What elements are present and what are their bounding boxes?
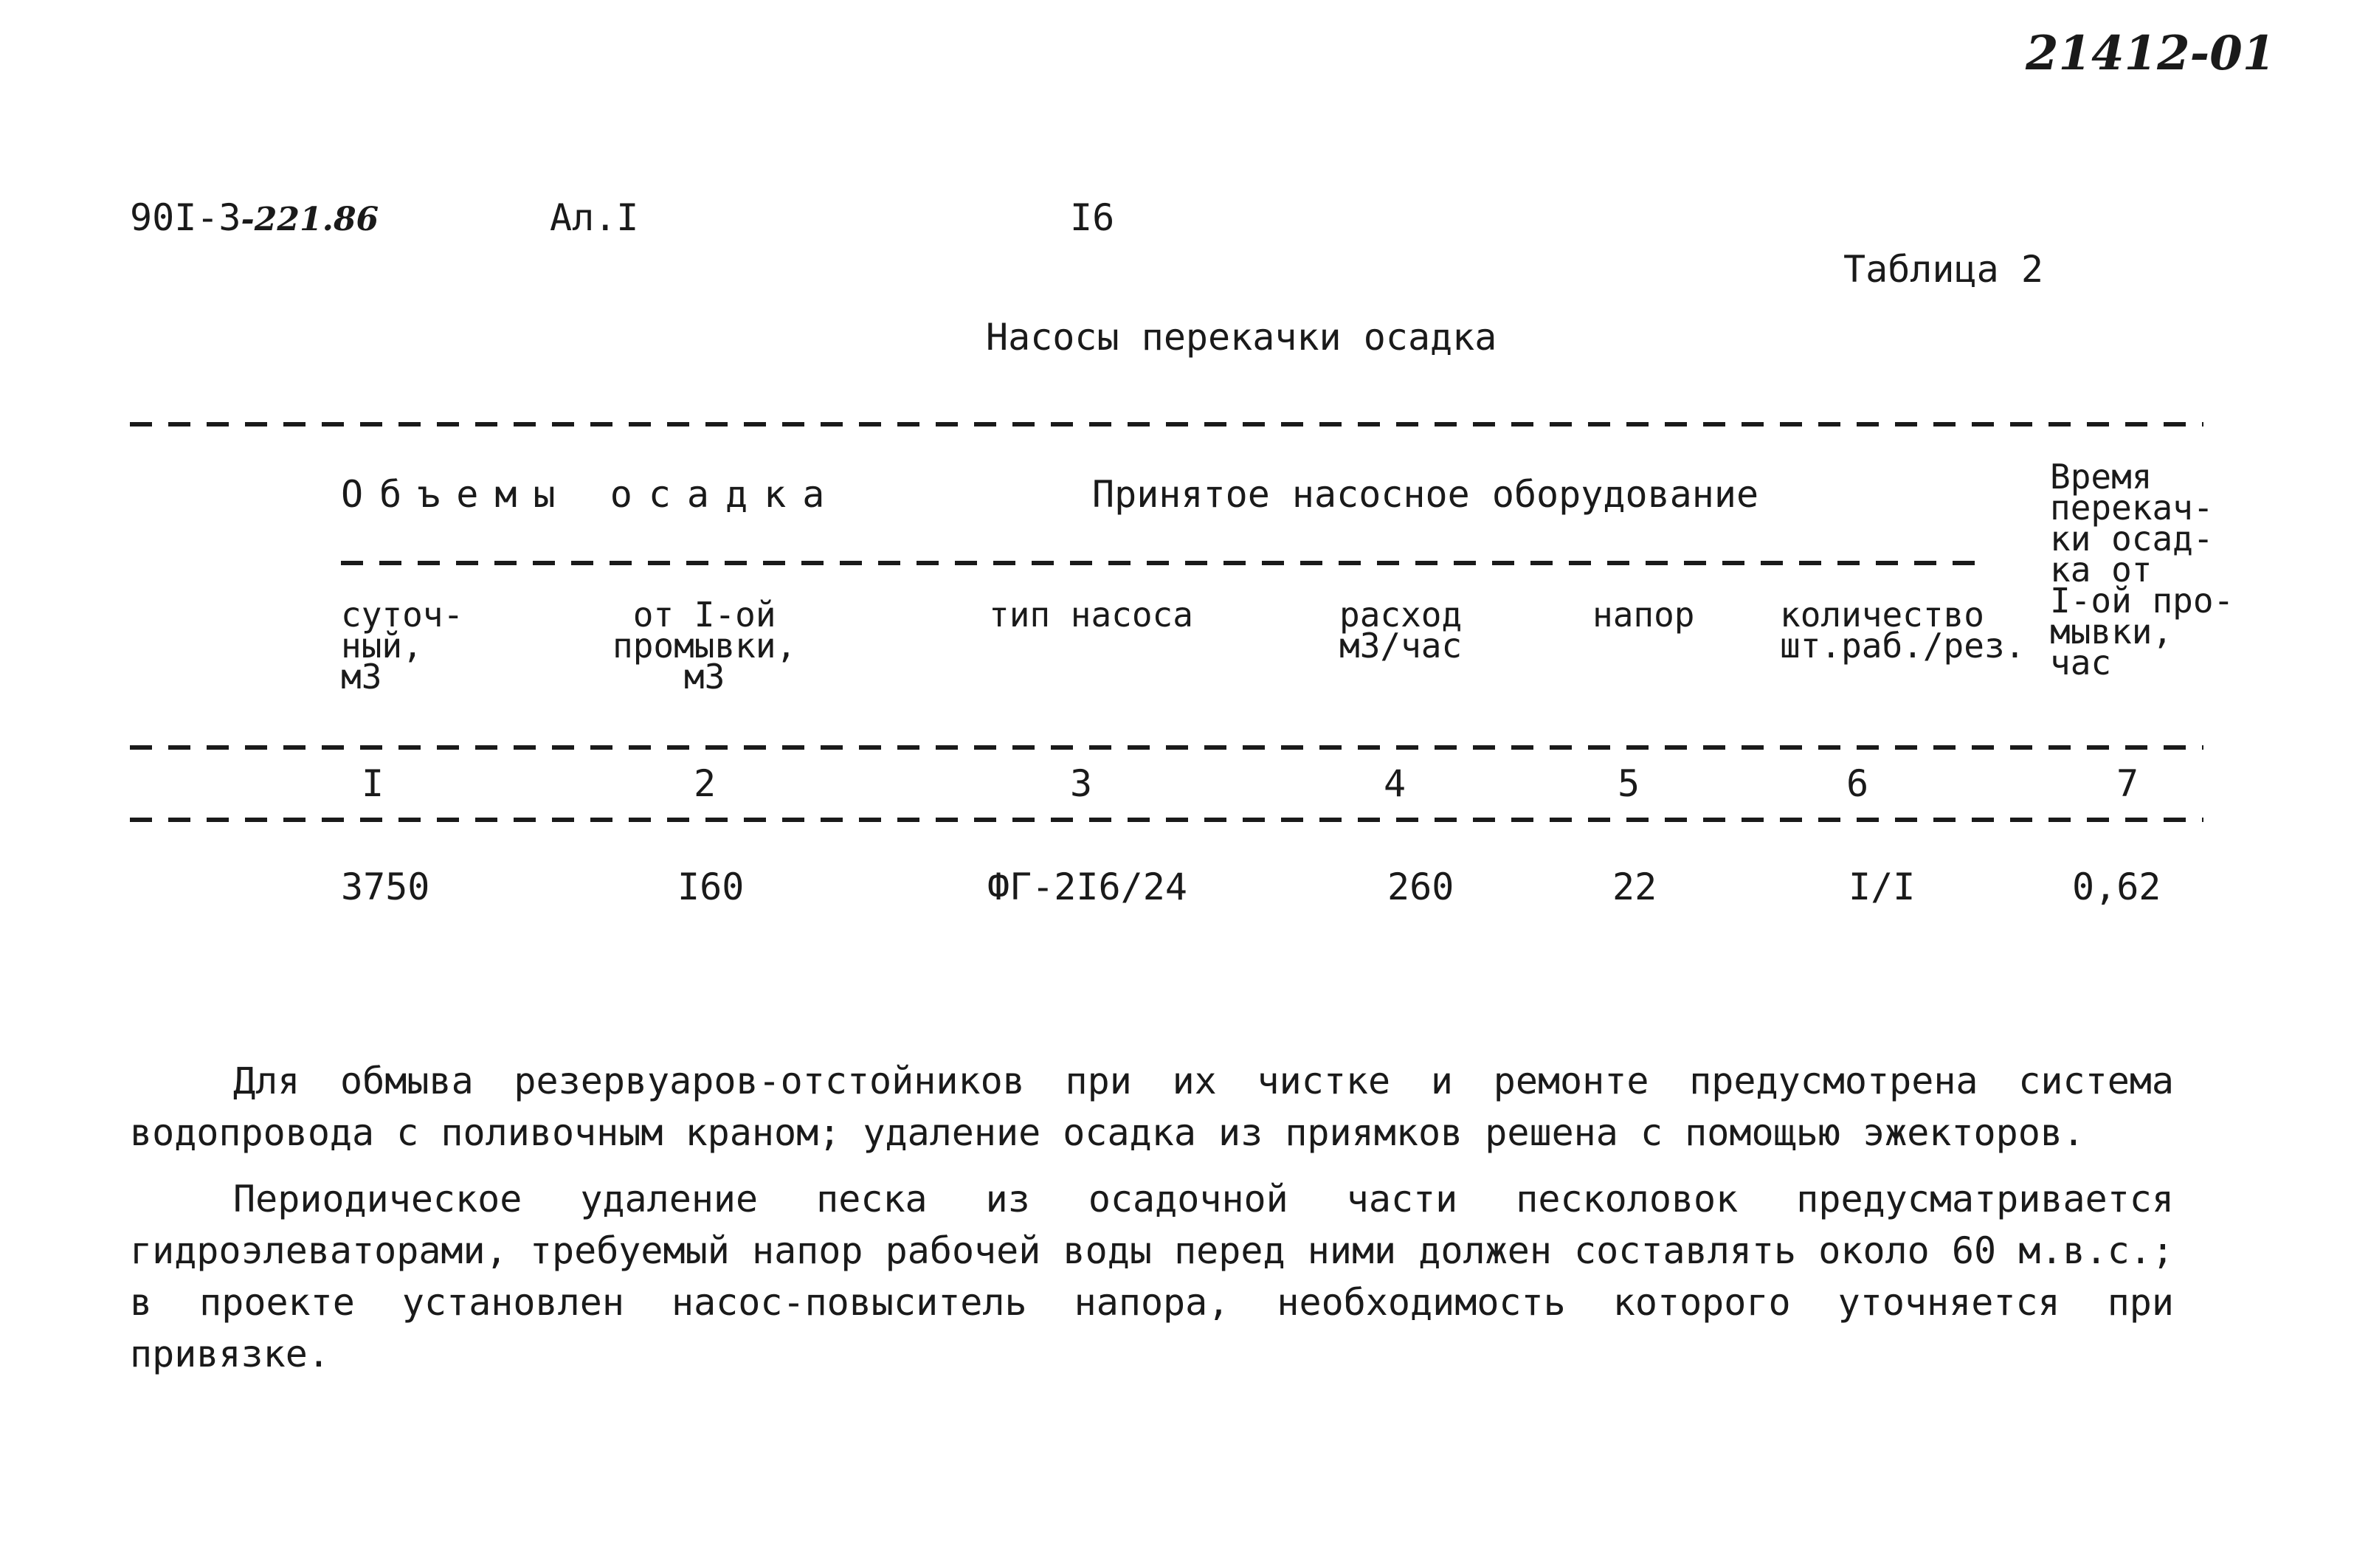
cell-pumping-time: 0,62: [2072, 866, 2161, 908]
table-title: Насосы перекачки осадка: [986, 316, 1497, 359]
table-number-rule: [130, 818, 2203, 822]
table-top-rule: [130, 422, 2203, 426]
column-number-2: 2: [694, 762, 717, 805]
group-header-equipment: Принятое насосное оборудование: [1092, 473, 1759, 516]
column-header-5: напор: [1592, 595, 1695, 635]
paragraph-flushing-text: Для обмыва резервуаров-отстойников при их чистке и ремонте предусмотрена система водопровода с поливочным краном; удаление осадка из приямков решена с помощью эжекторов.: [130, 1060, 2174, 1154]
column-number-4: 4: [1384, 762, 1406, 805]
album-label: Ал.I: [550, 196, 639, 239]
column-number-3: 3: [1070, 762, 1093, 805]
column-header-6: количество шт.раб./рез.: [1780, 595, 2026, 666]
column-header-2: от I-ой промывки, м3: [612, 595, 797, 697]
cell-wash-volume: I60: [677, 866, 745, 908]
table-subgroup-rule: [341, 561, 1987, 565]
paragraph-sand-removal: [130, 1173, 2174, 1380]
cell-quantity: I/I: [1849, 866, 1916, 908]
column-header-1: суточ- ный, м3: [341, 595, 464, 697]
document-code-printed: 90I-3: [130, 196, 241, 239]
group-header-volumes: Объемы осадка: [341, 473, 841, 516]
column-header-7: Время перекач- ки осад- ка от I-ой про- мывки, час: [2050, 457, 2234, 683]
cell-flow-rate: 260: [1387, 866, 1454, 908]
column-header-4: расход м3/час: [1339, 595, 1463, 666]
column-number-6: 6: [1846, 762, 1869, 805]
table-label: Таблица 2: [1843, 248, 2043, 291]
column-number-5: 5: [1618, 762, 1640, 805]
page-number: I6: [1070, 196, 1115, 239]
document-code-handwritten: -221.86: [241, 201, 379, 238]
document-code: [130, 196, 379, 239]
handwritten-archive-number: 21412-01: [2026, 26, 2276, 81]
paragraph-sand-removal-text: Периодическое удаление песка из осадочной части песколовок предусматривается гидроэлеваторами, требуемый напор рабочей воды перед ними должен составлять около 60 м.в.с.; в проекте установлен насос-повыситель напора, необходимость которого уточняется при привязке.: [130, 1178, 2174, 1375]
column-header-3: тип насоса: [989, 595, 1193, 635]
column-number-1: I: [362, 762, 384, 805]
column-number-7: 7: [2116, 762, 2139, 805]
table-header-rule: [130, 745, 2203, 750]
cell-daily-volume: 3750: [341, 866, 430, 908]
cell-pump-type: ФГ-2I6/24: [987, 866, 1187, 908]
cell-head: 22: [1612, 866, 1657, 908]
paragraph-flushing: [130, 1055, 2174, 1158]
